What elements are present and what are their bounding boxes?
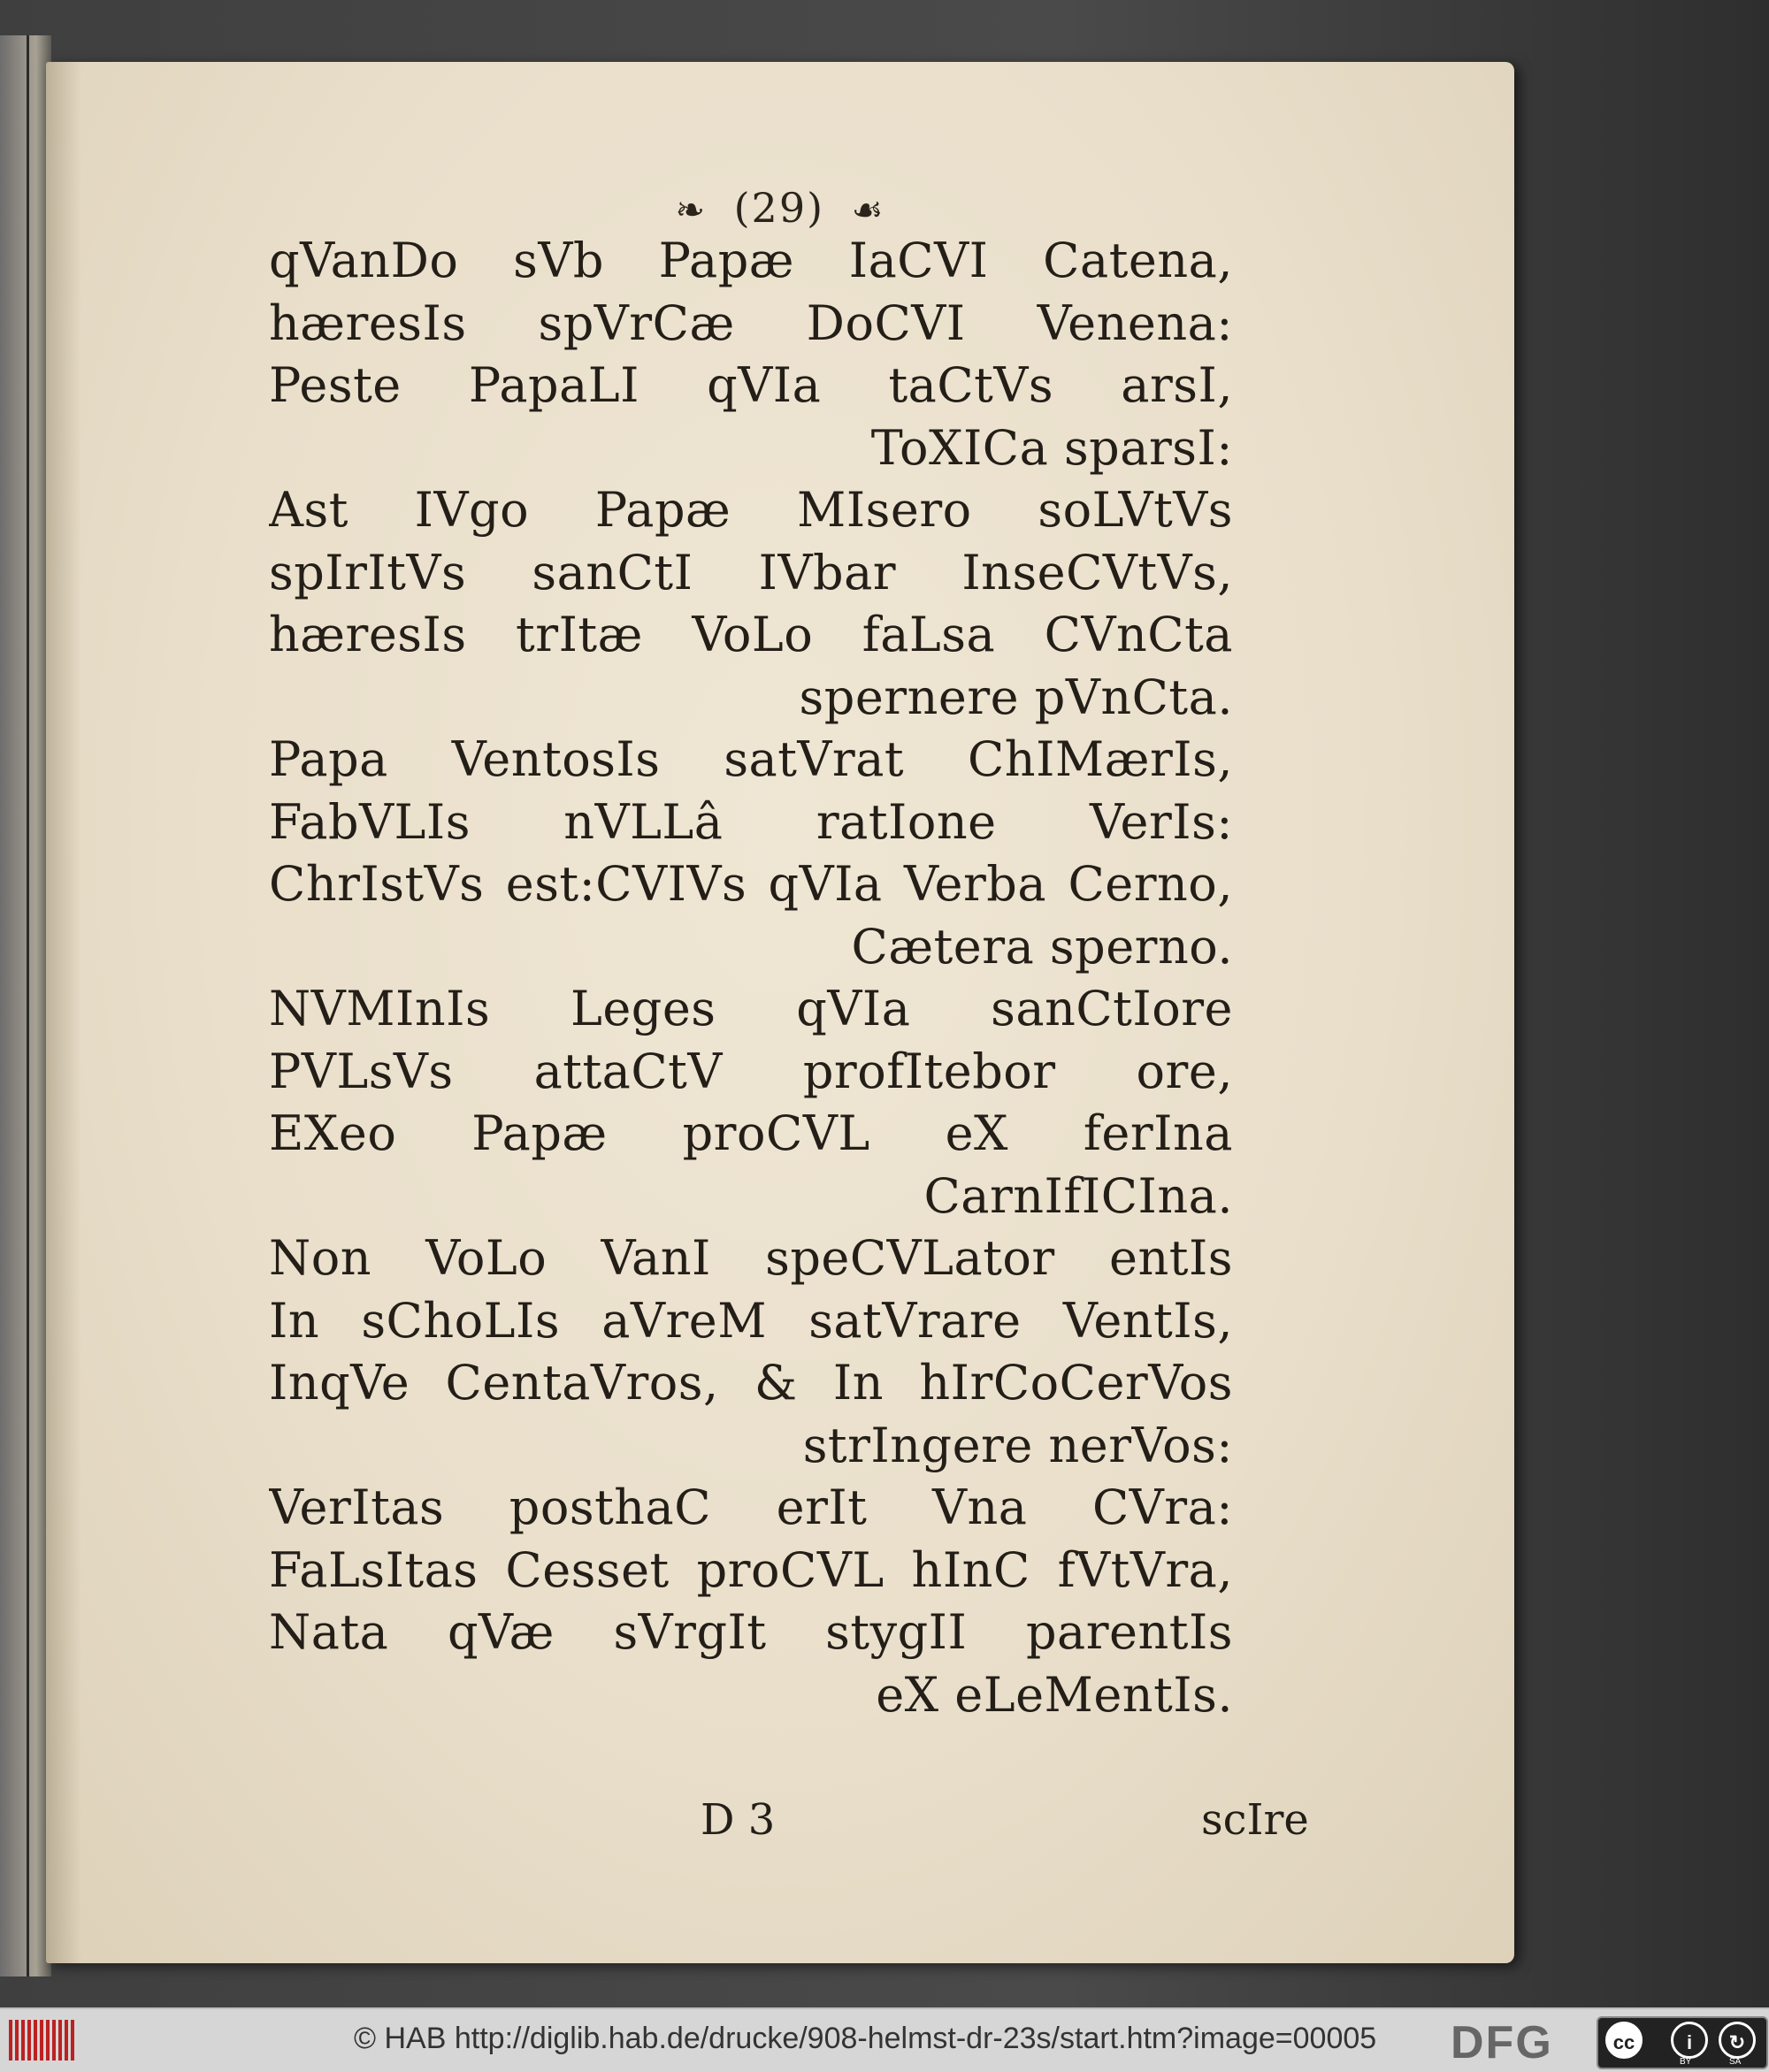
poem-text xyxy=(269,230,1233,1726)
poem-line: Ast IVgo Papæ MIsero soLVtVs xyxy=(269,482,1233,538)
spine-edge xyxy=(27,35,29,1976)
book-spine xyxy=(0,35,51,1976)
book-page xyxy=(46,62,1514,1963)
page-header xyxy=(46,184,1514,232)
poem-line: spernere pVnCta. xyxy=(799,669,1233,725)
copyright-credit[interactable]: © HAB http://diglib.hab.de/drucke/908-helmst-dr-23s/start.htm?image=00005 xyxy=(354,2022,1377,2055)
poem-line: NVMInIs Leges qVIa sanCtIore xyxy=(269,981,1233,1036)
viewer-footer xyxy=(0,2007,1769,2072)
signature-mark: D 3 xyxy=(701,1795,776,1845)
poem-line: Nata qVæ sVrgIt stygII parentIs xyxy=(269,1604,1233,1660)
poem-line: ChrIstVs est:CVIVs qVIa Verba Cerno, xyxy=(269,856,1233,912)
poem-line: In sChoLIs aVreM satVrare VentIs, xyxy=(269,1292,1233,1349)
cc-icon: cc xyxy=(1605,2022,1643,2059)
catchword: scIre xyxy=(1201,1795,1309,1845)
poem-line: Papa VentosIs satVrat ChIMærIs, xyxy=(269,731,1233,787)
poem-line: VerItas posthaC erIt Vna CVra: xyxy=(269,1479,1233,1535)
poem-line: ToXICa sparsI: xyxy=(870,419,1233,476)
poem-line: strIngere nerVos: xyxy=(802,1417,1233,1473)
poem-line: CarnIfICIna. xyxy=(923,1167,1233,1224)
poem-line: PVLsVs attaCtV profItebor ore, xyxy=(269,1043,1233,1099)
dfg-logo: DFG xyxy=(1451,2017,1553,2068)
cc-license-badge[interactable] xyxy=(1597,2016,1768,2069)
poem-line: hæresIs spVrCæ DoCVI Venena: xyxy=(269,294,1233,351)
share-alike-icon: ↻ xyxy=(1719,2022,1756,2059)
page-number: (29) xyxy=(733,184,825,232)
poem-line: hæresIs trItæ VoLo faLsa CVnCta xyxy=(269,607,1233,662)
ornament-left-icon: ❧ xyxy=(675,190,707,231)
poem-line: eX eLeMentIs. xyxy=(876,1666,1233,1723)
poem-line: Cætera sperno. xyxy=(851,918,1233,975)
poem-line: spIrItVs sanCtI IVbar InseCVtVs, xyxy=(269,544,1233,600)
poem-line: EXeo Papæ proCVL eX ferIna xyxy=(269,1105,1233,1161)
poem-line: InqVe CentaVros, & In hIrCoCerVos xyxy=(269,1355,1233,1411)
poem-line: FaLsItas Cesset proCVL hInC fVtVra, xyxy=(269,1541,1233,1598)
attribution-icon: i xyxy=(1671,2022,1708,2059)
ornament-right-icon: ☙ xyxy=(851,190,885,231)
sa-label: SA xyxy=(1729,2057,1742,2067)
barcode-icon xyxy=(9,2020,74,2061)
poem-line: Non VoLo VanI speCVLator entIs xyxy=(269,1230,1233,1286)
poem-line: FabVLIs nVLLâ ratIone VerIs: xyxy=(269,793,1233,850)
poem-line: Peste PapaLI qVIa taCtVs arsI, xyxy=(269,357,1233,413)
poem-line: qVanDo sVb Papæ IaCVI Catena, xyxy=(269,233,1233,288)
by-label: BY xyxy=(1680,2057,1692,2067)
